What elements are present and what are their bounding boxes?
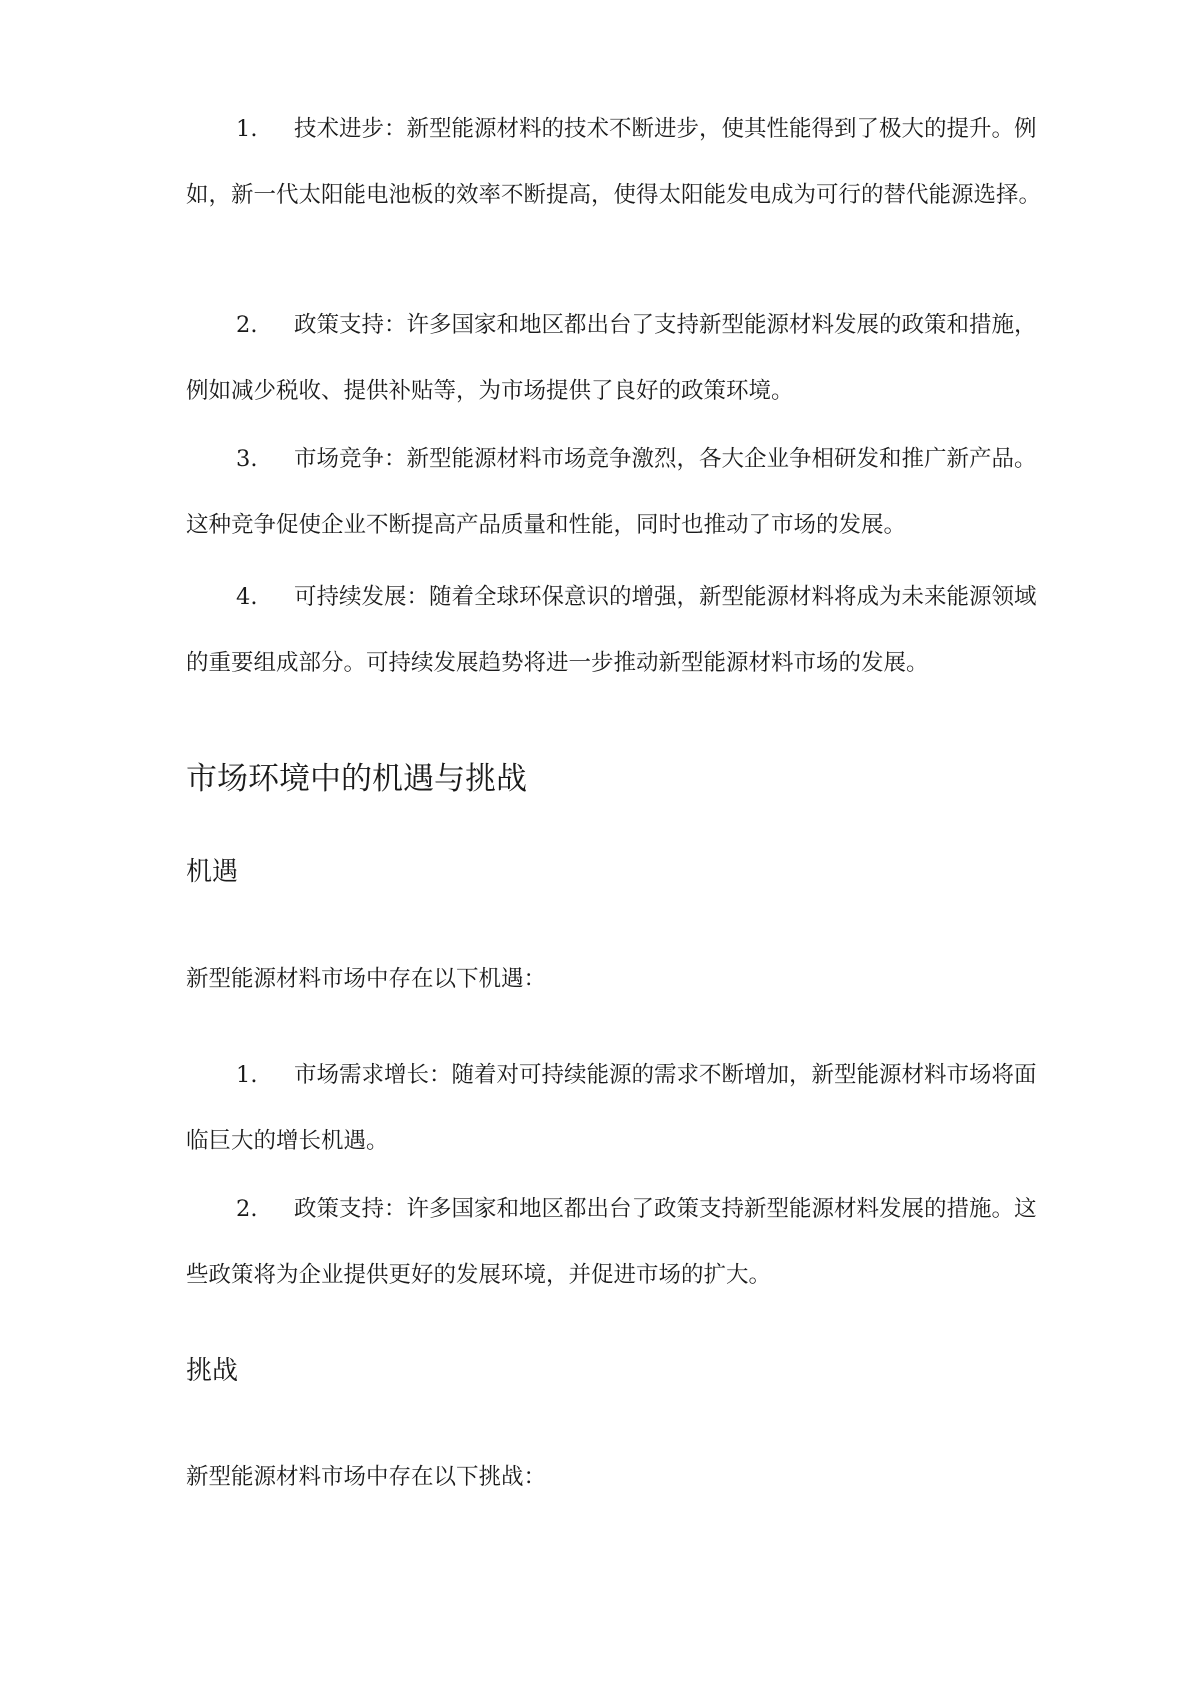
list-item-sustainable-development [186,564,1041,696]
list-item-tech-progress [186,96,1041,228]
list-item-policy-support [186,292,1041,424]
challenges-intro: 新型能源材料市场中存在以下挑战： [186,1464,547,1490]
list-item-demand-growth [186,1042,1041,1174]
list-text: 政策支持：许多国家和地区都出台了政策支持新型能源材料发展的措施。这些政策将为企业提供更好的发展环境，并促进市场的扩大。 [186,1196,1037,1288]
opportunities-heading: 机遇 [186,857,239,887]
list-text: 市场竞争：新型能源材料市场竞争激烈，各大企业争相研发和推广新产品。这种竞争促使企业不断提高产品质量和性能，同时也推动了市场的发展。 [186,446,1037,538]
list-number: 4. [236,584,258,610]
list-number: 2. [236,1196,258,1222]
list-number: 1. [236,1062,258,1088]
list-number: 2. [236,312,258,338]
list-text: 政策支持：许多国家和地区都出台了支持新型能源材料发展的政策和措施，例如减少税收、提供补贴等，为市场提供了良好的政策环境。 [186,312,1037,404]
list-item-opportunity-policy [186,1176,1041,1308]
list-number: 3. [236,446,258,472]
opportunities-intro: 新型能源材料市场中存在以下机遇： [186,966,547,992]
list-text: 技术进步：新型能源材料的技术不断进步，使其性能得到了极大的提升。例如，新一代太阳能电池板的效率不断提高，使得太阳能发电成为可行的替代能源选择。 [186,116,1042,208]
list-text: 市场需求增长：随着对可持续能源的需求不断增加，新型能源材料市场将面临巨大的增长机遇。 [186,1062,1037,1154]
list-text: 可持续发展：随着全球环保意识的增强，新型能源材料将成为未来能源领域的重要组成部分。可持续发展趋势将进一步推动新型能源材料市场的发展。 [186,584,1037,676]
list-number: 1. [236,116,258,142]
challenges-heading: 挑战 [186,1356,239,1386]
list-item-market-competition [186,426,1041,558]
section-heading: 市场环境中的机遇与挑战 [186,761,527,797]
